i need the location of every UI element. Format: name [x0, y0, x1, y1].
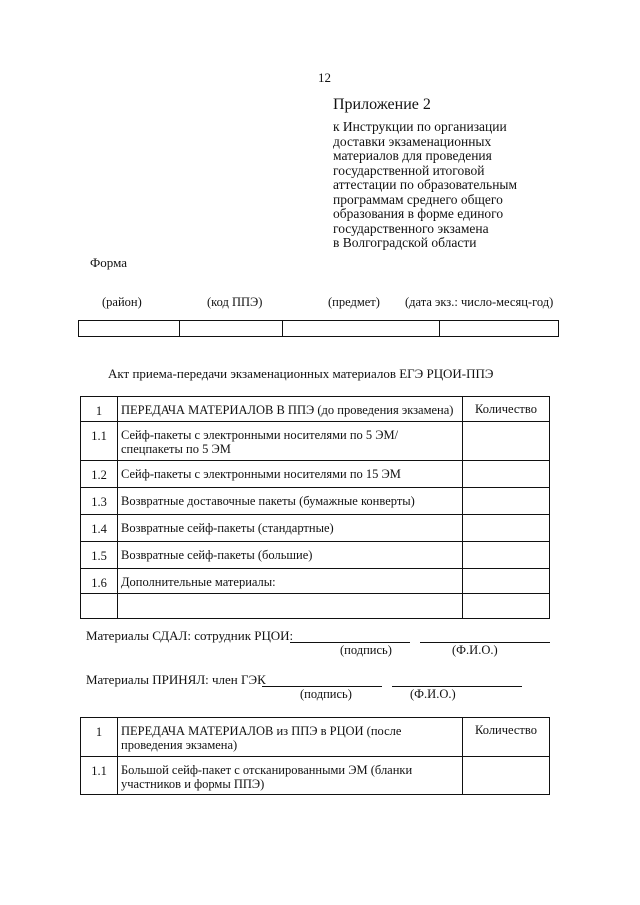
table-row: [81, 757, 550, 795]
district-cell[interactable]: [79, 321, 180, 336]
table1-heading: ПЕРЕДАЧА МАТЕРИАЛОВ В ППЭ (до проведения экзамена): [118, 397, 463, 422]
row-num: 1.5: [81, 542, 118, 569]
qty-cell[interactable]: [463, 594, 550, 619]
row-num: 1.3: [81, 488, 118, 515]
received-label: Материалы ПРИНЯЛ: член ГЭК: [86, 672, 266, 687]
table-row: [81, 542, 550, 569]
row-num: [81, 594, 118, 619]
row-num: 1.1: [81, 757, 118, 795]
row-text: Возвратные сейф-пакеты (большие): [118, 542, 463, 569]
signature-caption: (подпись): [340, 643, 392, 657]
table1-num: 1: [81, 397, 118, 422]
name-caption: (Ф.И.О.): [452, 643, 498, 657]
appendix-title: Приложение 2: [333, 96, 431, 113]
qty-cell[interactable]: [463, 422, 550, 461]
instruction-line: доставки экзаменационных: [333, 133, 492, 149]
district-label: (район): [102, 295, 142, 309]
qty-cell[interactable]: [463, 461, 550, 488]
ppe-code-cell[interactable]: [180, 321, 283, 336]
table2-qty-header: Количество: [463, 718, 550, 757]
instruction-line: материалов для проведения: [333, 148, 492, 163]
exam-date-cell[interactable]: [440, 321, 558, 336]
row-text[interactable]: [118, 594, 463, 619]
form-label: Форма: [90, 255, 127, 270]
instruction-reference: [333, 120, 583, 251]
qty-cell[interactable]: [463, 515, 550, 542]
row-text: Большой сейф-пакет с отсканированными ЭМ (бланки участников и формы ППЭ): [118, 757, 463, 795]
instruction-line: программам среднего общего: [333, 191, 503, 207]
row-num: 1.6: [81, 569, 118, 594]
act-title: Акт приема-передачи экзаменационных материалов ЕГЭ РЦОИ-ППЭ: [108, 366, 494, 381]
instruction-line: образования в форме единого: [333, 206, 504, 221]
table-row: [81, 515, 550, 542]
table1-qty-header: Количество: [463, 397, 550, 422]
instruction-line: в Волгоградской области: [333, 235, 477, 250]
instruction-line: государственной итоговой: [333, 162, 485, 178]
row-num: 1.4: [81, 515, 118, 542]
instruction-line: государственного экзамена: [333, 220, 489, 236]
exam-date-label: (дата экз.: число-месяц-год): [405, 295, 554, 309]
table2-heading: ПЕРЕДАЧА МАТЕРИАЛОВ из ППЭ в РЦОИ (после проведения экзамена): [118, 718, 463, 757]
row-text: Возвратные сейф-пакеты (стандартные): [118, 515, 463, 542]
qty-cell[interactable]: [463, 542, 550, 569]
name-caption: (Ф.И.О.): [410, 687, 456, 701]
subject-cell[interactable]: [283, 321, 440, 336]
subject-label: (предмет): [328, 295, 380, 309]
ppe-code-label: (код ППЭ): [207, 295, 263, 309]
row-text: Сейф-пакеты с электронными носителями по 15 ЭМ: [118, 461, 463, 488]
table-row: [81, 594, 550, 619]
transfer-to-ppe-table: [80, 396, 550, 619]
handed-over-label: Материалы СДАЛ: сотрудник РЦОИ:: [86, 628, 294, 643]
instruction-line: аттестации по образовательным: [333, 177, 518, 192]
table2-num: 1: [81, 718, 118, 757]
header-fields-grid: [78, 320, 559, 337]
instruction-line: к Инструкции по организации: [333, 119, 507, 134]
signature-caption: (подпись): [300, 687, 352, 701]
row-text: Возвратные доставочные пакеты (бумажные конверты): [118, 488, 463, 515]
qty-cell[interactable]: [463, 569, 550, 594]
page-number: 12: [318, 70, 331, 85]
table-row: [81, 422, 550, 461]
row-text: Сейф-пакеты с электронными носителями по 5 ЭМ/спецпакеты по 5 ЭМ: [118, 422, 463, 461]
table-row: [81, 488, 550, 515]
table-row: [81, 569, 550, 594]
table-row: [81, 461, 550, 488]
transfer-to-rcoi-table: [80, 717, 550, 795]
qty-cell[interactable]: [463, 488, 550, 515]
row-num: 1.1: [81, 422, 118, 461]
row-num: 1.2: [81, 461, 118, 488]
qty-cell[interactable]: [463, 757, 550, 795]
row-text: Дополнительные материалы:: [118, 569, 463, 594]
